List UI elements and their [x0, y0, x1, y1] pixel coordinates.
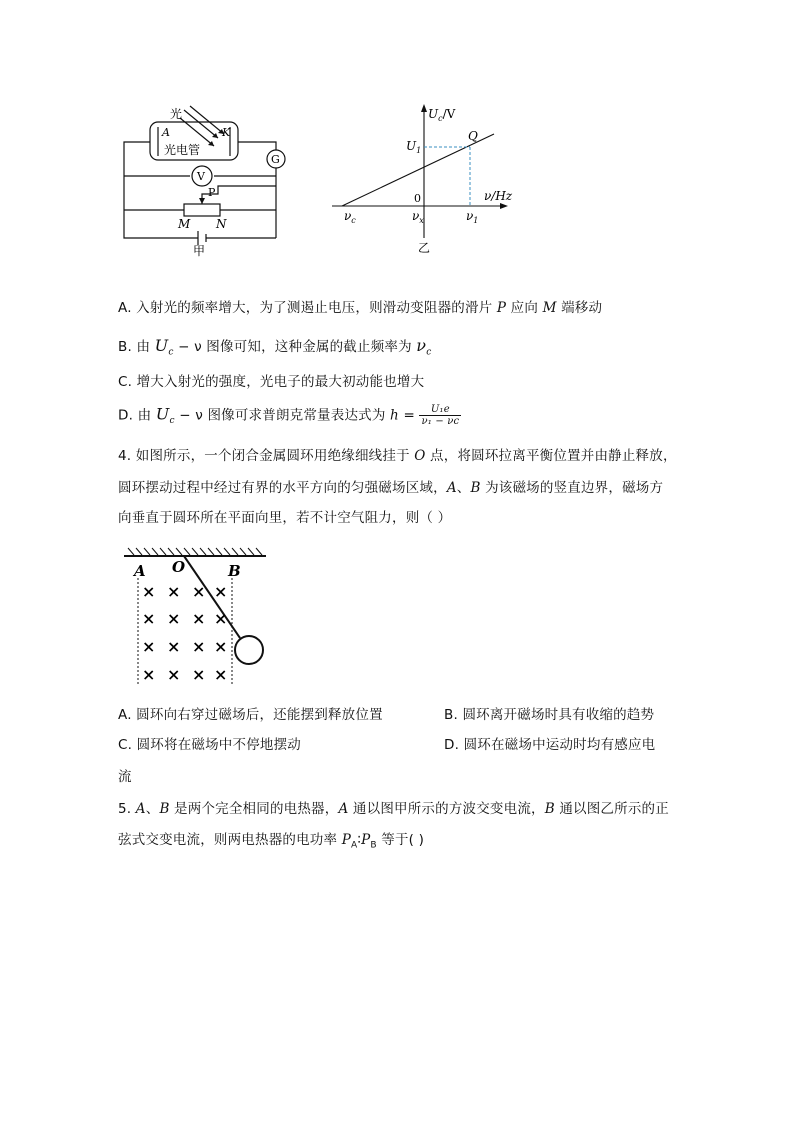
- svg-text:×: ×: [214, 665, 228, 684]
- svg-text:×: ×: [214, 609, 228, 628]
- nu-c-label: ν: [344, 209, 352, 223]
- q4-stem-line3: 向垂直于圆环所在平面向里，若不计空气阻力，则（ ）: [118, 510, 452, 526]
- svg-text:×: ×: [142, 637, 156, 656]
- q4-option-d-continued: 流: [118, 769, 132, 785]
- origin-label: 0: [414, 192, 421, 205]
- pivot-o-label: O: [172, 558, 186, 576]
- svg-text:νc: [344, 209, 356, 225]
- voltmeter-label: V: [197, 170, 205, 183]
- svg-text:ν1: [466, 209, 478, 225]
- galvanometer-label: G: [271, 153, 280, 166]
- end-m-label: M: [178, 217, 191, 231]
- q4-stem-line1: 4. 如图所示，一个闭合金属圆环用绝缘细线挂于 O 点，将圆环拉离平衡位置并由静止释放，: [118, 448, 677, 464]
- nu-1-sub: 1: [473, 216, 479, 225]
- u1-sub: 1: [416, 146, 422, 155]
- y-axis-label: U: [428, 107, 439, 121]
- svg-text:×: ×: [214, 582, 228, 601]
- q4-option-d: D. 圆环在磁场中运动时均有感应电: [444, 737, 656, 753]
- q3-option-c: C. 增大入射光的强度，光电子的最大初动能也增大: [118, 374, 425, 390]
- svg-text:×: ×: [192, 665, 206, 684]
- svg-text:×: ×: [167, 582, 181, 601]
- planck-fraction: $\frac{\text{U₁e}}{\text{ν₁ − νc}}$: [421, 404, 460, 427]
- circuit-figure: [118, 100, 298, 260]
- svg-text:×: ×: [167, 637, 181, 656]
- svg-text:×: ×: [142, 609, 156, 628]
- slider-p-label: P: [208, 186, 216, 199]
- svg-text:×: ×: [192, 637, 206, 656]
- light-label: 光: [170, 107, 183, 121]
- q4-option-c: C. 圆环将在磁场中不停地摆动: [118, 737, 302, 753]
- nu-x-label: ν: [412, 209, 420, 223]
- point-q-label: Q: [468, 129, 478, 143]
- y-axis-sub: c: [438, 114, 443, 123]
- nu-1-label: ν: [466, 209, 474, 223]
- svg-text:×: ×: [167, 609, 181, 628]
- tube-label: 光电管: [164, 143, 201, 157]
- x-axis-label: ν/Hz: [484, 189, 513, 203]
- q5-stem-line1: 5. A、B 是两个完全相同的电热器，A 通以图甲所示的方波交变电流，B 通以图乙所示的正: [118, 801, 669, 817]
- nu-x-sub: x: [419, 216, 424, 225]
- q4-option-a: A. 圆环向右穿过磁场后，还能摆到释放位置: [118, 707, 383, 723]
- q3-option-d: D. 由 $U_c - \nu$ 图像可求普朗克常量表达式为 h = $\frac{\text{U₁e}}{\text{ν₁ − νc}}$: [118, 404, 460, 427]
- q3-option-a: A. 入射光的频率增大，为了测遏止电压，则滑动变阻器的滑片 P 应向 M 端移动: [118, 300, 603, 316]
- figure-yi-caption: 乙: [418, 241, 431, 255]
- pendulum-field-figure: [122, 544, 272, 689]
- q5-stem-line2: 弦式交变电流，则两电热器的电功率 $P_A∶P_B$ 等于( ): [118, 832, 425, 851]
- q3-option-b: B. 由 $U_c - \nu$ 图像可知，这种金属的截止频率为 $\nu_c$: [118, 336, 432, 358]
- plate-k-label: K: [222, 126, 231, 139]
- q4-option-b: B. 圆环离开磁场时具有收缩的趋势: [444, 707, 655, 723]
- svg-text:×: ×: [192, 609, 206, 628]
- q4-stem-line2: 圆环摆动过程中经过有界的水平方向的匀强磁场区域，A、B 为该磁场的竖直边界，磁场方: [118, 480, 664, 496]
- figure-jia-caption: 甲: [193, 244, 206, 258]
- svg-text:×: ×: [142, 665, 156, 684]
- y-axis-unit: /V: [442, 107, 456, 121]
- uc-nu-graph: [328, 100, 518, 260]
- plate-a-label: A: [162, 126, 170, 139]
- boundary-b-label: B: [228, 562, 241, 580]
- svg-text:U1: [406, 139, 421, 155]
- nu-c-sub: c: [351, 216, 356, 225]
- svg-text:νx: [412, 209, 424, 225]
- boundary-a-label: A: [134, 562, 146, 580]
- u1-label: U: [406, 139, 417, 153]
- svg-text:Uc/V: [428, 107, 456, 123]
- end-n-label: N: [216, 217, 227, 231]
- svg-text:×: ×: [214, 637, 228, 656]
- svg-text:×: ×: [192, 582, 206, 601]
- svg-text:×: ×: [142, 582, 156, 601]
- svg-text:×: ×: [167, 665, 181, 684]
